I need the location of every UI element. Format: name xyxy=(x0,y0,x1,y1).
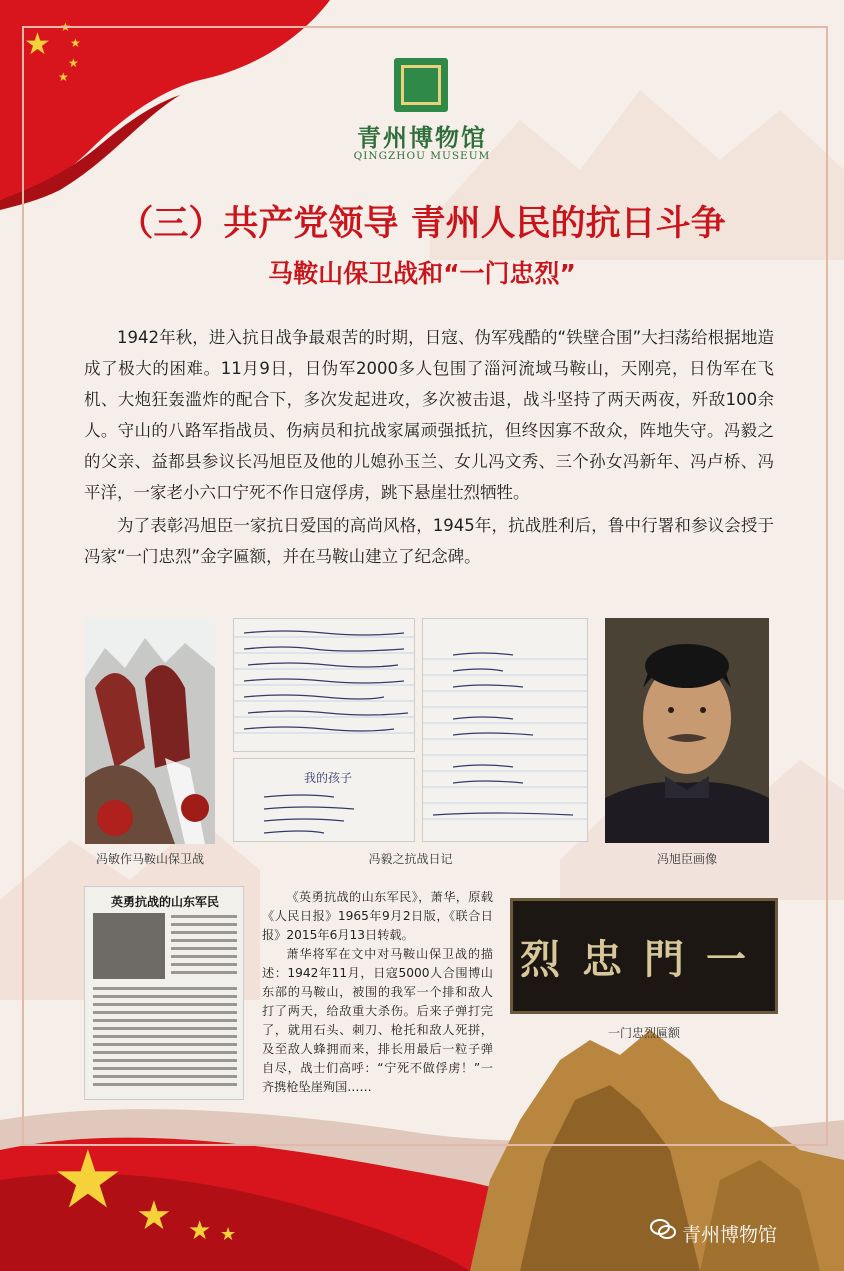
museum-name-cn: 青州博物馆 xyxy=(357,123,487,152)
diary-page-3-image xyxy=(422,618,588,842)
plaque-image xyxy=(510,898,778,1014)
diary-caption: 冯毅之抗战日记 xyxy=(368,852,453,866)
painting-image xyxy=(85,618,215,844)
plaque-inscription: 烈忠門一 xyxy=(520,935,768,983)
note-paragraph: 萧华将军在文中对马鞍山保卫战的描述：1942年11月，日寇5000人合围博山东部的马鞍山，被围的我军一个排和敌人打了两天，给敌重大杀伤。后来子弹打完了，就用石头、刺刀、枪托和敌人死拼，及至敌人蜂拥而来，排长用最后一粒子弹自尽，战士们高呼：“宁死不做俘虏！”一齐携枪坠崖殉国…… xyxy=(262,947,493,1094)
diary-heading: 我的孩子 xyxy=(304,771,353,785)
body-paragraph: 为了表彰冯旭臣一家抗日爱国的高尚风格，1945年，抗战胜利后，鲁中行署和参议会授于冯家“一门忠烈”金字匾额，并在马鞍山建立了纪念碑。 xyxy=(84,516,774,566)
diary-page-1-image xyxy=(233,618,415,752)
bottom-star-small-icon: ★ xyxy=(220,1224,237,1245)
page-title: （三）共产党领导 青州人民的抗日斗争 xyxy=(118,203,726,244)
portrait-caption: 冯旭臣画像 xyxy=(656,852,717,866)
newspaper-clipping-image xyxy=(84,886,244,1100)
museum-name-en: QINGZHOU MUSEUM xyxy=(353,150,491,162)
page-subtitle: 马鞍山保卫战和“一门忠烈” xyxy=(268,259,576,288)
note-paragraph: 《英勇抗战的山东军民》，萧华，原载《人民日报》1965年9月2日版，《联合日报》2015年6月13日转载。 xyxy=(262,890,493,942)
main-text xyxy=(84,322,774,572)
wechat-account-label: 青州博物馆 xyxy=(682,1224,778,1246)
newspaper-headline: 英勇抗战的山东军民 xyxy=(110,895,219,909)
newspaper-note xyxy=(262,888,493,1097)
plaque-caption: 一门忠烈匾额 xyxy=(607,1026,680,1040)
body-paragraph: 1942年秋，进入抗日战争最艰苦的时期，日寇、伪军残酷的“铁壁合围”大扫荡给根据地造成了极大的困难。11月9日，日伪军2000多人包围了淄河流域马鞍山，天刚亮，日伪军在飞机、大炮狂轰滥炸的配合下，多次发起进攻，多次被击退，战斗坚持了两天两夜，歼敌100余人。守山的八路军指战员、伤病员和抗战家属顽强抵抗，但终因寡不敌众，阵地失守。冯毅之的父亲、益都县参议长冯旭臣及他的儿媳孙玉兰、女儿冯文秀、三个孙女冯新年、冯卢桥、冯平洋，一家老小六口宁死不作日寇俘虏，跳下悬崖壮烈牺牲。 xyxy=(84,328,774,502)
flag-star-small-icon: ★ xyxy=(68,56,79,70)
bottom-star-small-icon: ★ xyxy=(136,1193,172,1239)
museum-logo-icon xyxy=(394,58,448,112)
bottom-star-large-icon: ★ xyxy=(52,1133,124,1226)
flag-star-small-icon: ★ xyxy=(60,20,71,34)
flag-star-small-icon: ★ xyxy=(58,70,69,84)
wechat-icon xyxy=(650,1218,676,1240)
flag-star-large-icon: ★ xyxy=(24,27,51,62)
portrait-image xyxy=(605,618,769,843)
bottom-star-small-icon: ★ xyxy=(188,1216,212,1246)
flag-star-small-icon: ★ xyxy=(70,36,81,50)
painting-caption: 冯敏作马鞍山保卫战 xyxy=(95,852,204,866)
diary-page-2-image xyxy=(233,758,415,842)
